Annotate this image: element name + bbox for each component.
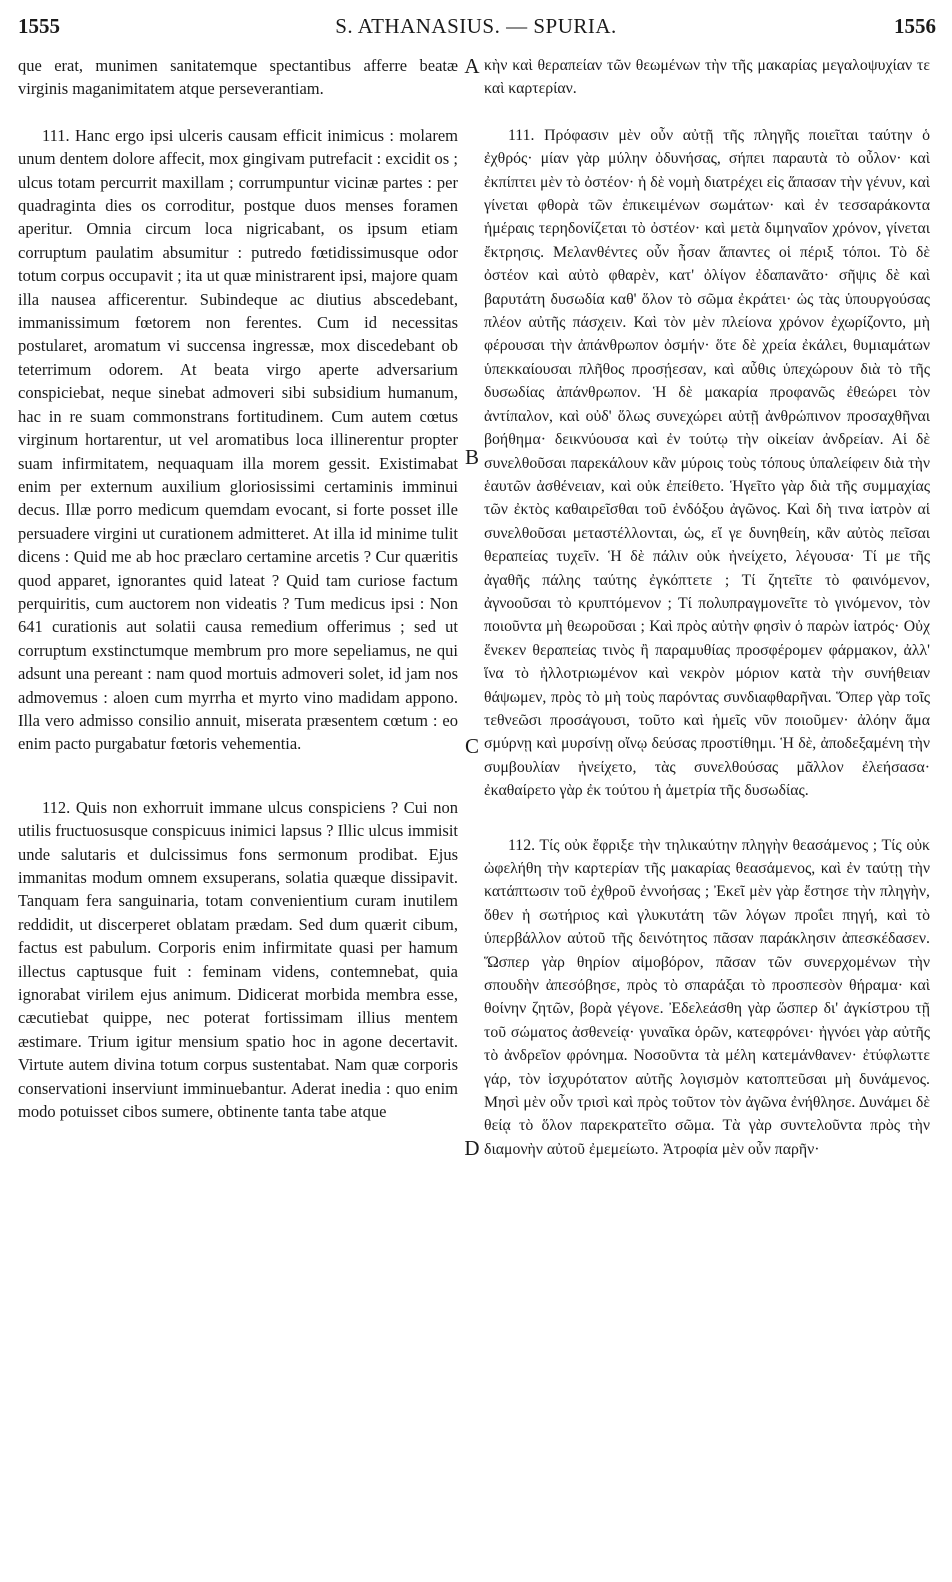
column-number-left: 1555 [18,14,60,38]
latin-column [18,54,458,1123]
column-number-right: 1556 [894,14,936,38]
margin-marker-d: D [464,1136,480,1160]
greek-paragraph-112: 112. Τίς οὐκ ἔφριξε τὴν τηλικαύτην πληγὴν θεασάμενος ; Τίς οὐκ ὠφελήθη τὴν καρτερίαν τῆς μακαρίας θεασάμενος, καὶ ἐν ταύτῃ τὴν κατάπτωσιν τοῦ ἐχθροῦ ἐννοήσας ; Ἐκεῖ μὲν γὰρ ἔστησε τὴν πληγὴν, ὅθεν ἡ σωτήριος καὶ γλυκυτάτη τῶν λόγων προΐει πηγή, καὶ τὸ ὑπερβάλλον αὐτοῦ τῆς δεινότητος πᾶσαν παράκλησιν ἀπεσκέδασεν. Ὥσπερ γὰρ θηρίον αἱμοβόρον, πᾶσαν τῶν συνερχομένων τὴν σπουδὴν ἀπεσόβησε, πρὸς τὸ σπαράξαι τὸ προσπεσὸν θήραμα· καὶ θοίνην ζητῶν, βορὰ γέγονε. Ἐδελεάσθη γὰρ ὥσπερ δι' ἀγκίστρου τῇ τοῦ σώματος ἀσθενείᾳ· γυναῖκα ὁρῶν, κατεφρόνει· ἠγνόει γὰρ αὐτῆς τὸ ἀνδρεῖον φρόνημα. Νοσοῦντα τὰ μέλη κατεμάνθανεν· ἐτύφλωττε γάρ, τὸν ἰσχυρότατον αὐτῆς λογισμὸν κατοπτεῦσαι μὴ δυνάμενος. Μησὶ μὲν οὖν τρισὶ καὶ πρὸς τοῦτον τὸν ἀγῶνα ἐνήθλησε. Δυνάμει δὲ θείᾳ τὸ ὅλον παρεκρατεῖτο σῶμα. Τὰ γὰρ συντελοῦντα πρὸς τὴν διαμονὴν αὐτοῦ ἐμεμείωτο. Ἀτροφία μὲν οὖν παρῆν· [484,836,930,1158]
greek-intro: κὴν καὶ θεραπείαν τῶν θεωμένων τὴν τῆς μακαρίας μεγαλοψυχίαν τε καὶ καρτερίαν. [484,57,930,98]
running-title: S. ATHANASIUS. — SPURIA. [335,14,617,38]
latin-paragraph-111: 111. Hanc ergo ipsi ulceris causam efficit inimicus : molarem unum dentem dolore affecit, mox gingivam putrefacit : excidit os ; ulcus totam percurrit maxillam ; corrumpuntur vicinæ partes : per quadraginta dies os corroditur, postque duos menses foramen aperitur. Omnia circum loca nigricabant, os ipsum etiam corruptum paulatim absumitur : putredo fœtidissimusque odor totum corpus occupavit ; ita ut quæ ministrarent ipsi, majore quam illa nausea afficerentur. Subindeque ac diutius abscedebant, immanissimum fœtorem non ferentes. Cum id necessitas postularet, aromatum vi succensa ingressæ, mox discedebant ob teterrimum odorem. At beata virgo aperte adversarium conspiciebat, neque sinebat admoveri sibi subsidium humanum, hac in re suam commonstrans fortitudinem. Cum autem cœtus virginum hortarentur, ut vel aromatibus loca illinerentur propter suam infirmitatem, nequaquam illa morem gessit. Existimabat enim per externum auxilium gloriosissimi certaminis imminui decus. Illæ porro medicum quemdam evocant, si forte posset ille persuadere virgini ut curationem admitteret. At illa id minime tulit dicens : Quid me ab hoc præclaro certamine arcetis ? Cur quæritis quod apparet, ignorantes quid lateat ? Quid tam curiose factum perquiritis, cum auctorem non videatis ? Tum medicus ipsi : Non 641 curationis aut solatii causa remedium offerimus ; sed ut corruptum exstinctumque membrum pro more sepeliamus, ne qui adsunt una pereant : nam quod mortuis admoveri solet, id jam nos admovemus : aloen cum myrrha et myrto vino madidam appono. Illa vero admisso consilio annuit, miserata præsentem cœtum : eo enim pacto purgabatur fœtoris vehementia. [18,125,458,754]
page-header [0,14,952,42]
margin-marker-b: B [464,445,479,469]
latin-paragraph-112: 112. Quis non exhorruit immane ulcus conspiciens ? Cui non utilis fructuosusque conspicuus inimici lapsus ? Illic ulcus immisit unde salutaris et dulcissimus fons sermonum prodibat. Ejus immanitas modum omnem exsuperans, solatia quæque dissipavit. Tanquam fera sanguinaria, totam convenientium curam inutilem reddidit, ut discerperet oblatam prædam. Sed dum quærit cibum, factus est pabulum. Corporis enim infirmitate quasi per hamum illectus captusque fuit : feminam videns, contemnebat, quia ignorabat virilem ejus animum. Didicerat morbida membra esse, cæcutiebat quippe, nec poterat fortissimam illius mentem æstimare. Trium igitur mensium spatio hoc in agone decertavit. Virtute autem divina totum corpus sustentabat. Nam quæ corporis conservationi inserviunt imminuebantur. Aderat inedia : quo enim modo potuisset cibos sumere, obtinente tanta tabe atque [18,797,458,1122]
greek-column [484,54,930,1161]
greek-paragraph-111: 111. Πρόφασιν μὲν οὖν αὐτῇ τῆς πληγῆς ποιεῖται ταύτην ὁ ἐχθρός· μίαν γὰρ μύλην ὀδυνήσας, σήπει παραυτὰ τὸ οὖλον· καὶ ἐκπίπτει μὲν τὸ ὀστέον· ἡ δὲ νομὴ διατρέχει εἰς ἅπασαν τὴν γένυν, καὶ γίνεται φθορὰ τῶν ἐπικειμένων σωμάτων· καὶ ἐν τεσσαράκοντα ἡμέραις τερηδονίζεται τὸ ὀστέον· καὶ μετὰ διμηναῖον χρόνον, γίνεται ἔκτρησις. Μελανθέντες οὖν ἦσαν ἅπαντες οἱ πέριξ τόποι. Τὸ δὲ ὀστέον καὶ αὐτὸ φθαρὲν, κατ' ὀλίγον ἐδαπανᾶτο· σῆψις δὲ καὶ βαρυτάτη δυσωδία καθ' ὅλον τὸ σῶμα ἐκράτει· ὡς τὰς ὑπουργούσας πλέον αὐτῆς πάσχειν. Καὶ τὸν μὲν πλείονα χρόνον ἐχωρίζοντο, μὴ φέρουσαι τὴν ἀπάνθρωπον ὀσμήν· ὅτε δὲ χρεία ἐκάλει, θυμιαμάτων ὑπεκκαίουσαι πλῆθος προσῄεσαν, καὶ αὖθις ὑπεχώρουν διὰ τὸ τῆς δυσωδίας ἀπάνθρωπον. Ἡ δὲ μακαρία προφανῶς ἐθεώρει τὸν ἀντίπαλον, καὶ οὐδ' ὅλως συνεχώρει αὐτῇ ἀνθρώπινον προσαχθῆναι βοήθημα· δεικνύουσα καὶ ἐν τούτῳ τὴν οἰκείαν ἀνδρείαν. Αἱ δὲ συνελθοῦσαι παρεκάλουν κἂν μύροις τοὺς τόπους ὑπαλείφειν διὰ τὴν ἑαυτῶν ἀσθένειαν, καὶ οὐκ ἐπείθετο. Ἡγεῖτο γὰρ διὰ τῆς συμμαχίας τῶν ἐκτὸς καθαιρεῖσθαι τοῦ ἐνδόξου ἀγῶνος. Καὶ δὴ τινα ἰατρὸν αἱ συνελθοῦσαι μεταστέλλονται, ὡς, εἴ γε δυνηθείη, κἂν αὐτὸς πεῖσαι θεραπείας τυχεῖν. Ἡ δὲ πάλιν οὐκ ἠνείχετο, λέγουσα· Τί με τῆς ἀγαθῆς πάλης ταύτης ἐγκόπτετε ; Τί ζητεῖτε τὸ φαινόμενον, ἀγνοοῦσαι τὸ κρυπτόμενον ; Τί πολυπραγμονεῖτε τὸ γινόμενον, τὸν ποιοῦντα μὴ θεωροῦσαι ; Καὶ πρὸς αὐτὴν φησὶν ὁ παρὼν ἰατρός· Οὐχ ἕνεκεν θεραπείας τινὸς ἢ παραμυθίας προσφέρομεν φάρμακον, ἀλλ' ἵνα τὸ ἠλλοτριωμένον καὶ νεκρὸν μόριον κατὰ τὴν συνήθειαν θάψωμεν, πρὸς τὸ μὴ τοὺς παρόντας συνδιαφθαρῆναι. Ὅπερ γὰρ τοῖς τεθνεῶσι προσάγουσι, τοῦτο καὶ ἡμεῖς νῦν ποιοῦμεν· ἀλόην ἅμα σμύρνῃ καὶ μυρσίνῃ οἴνῳ δεύσας προστίθημι. Ἡ δὲ, ἀποδεξαμένη τὴν συμβουλίαν ἠνείχετο, τὰς συνελθούσας μᾶλλον ἐλεήσασα· ἐκαθαίρετο γὰρ ἐκ τούτου ἡ ἀμετρία τῆς δυσωδίας. [484,126,930,800]
latin-intro: que erat, munimen sanitatemque spectantibus afferre beatæ virginis maganimitatem atque perseverantiam. [18,56,458,99]
margin-marker-a: A [464,54,480,78]
margin-marker-c: C [464,734,479,758]
